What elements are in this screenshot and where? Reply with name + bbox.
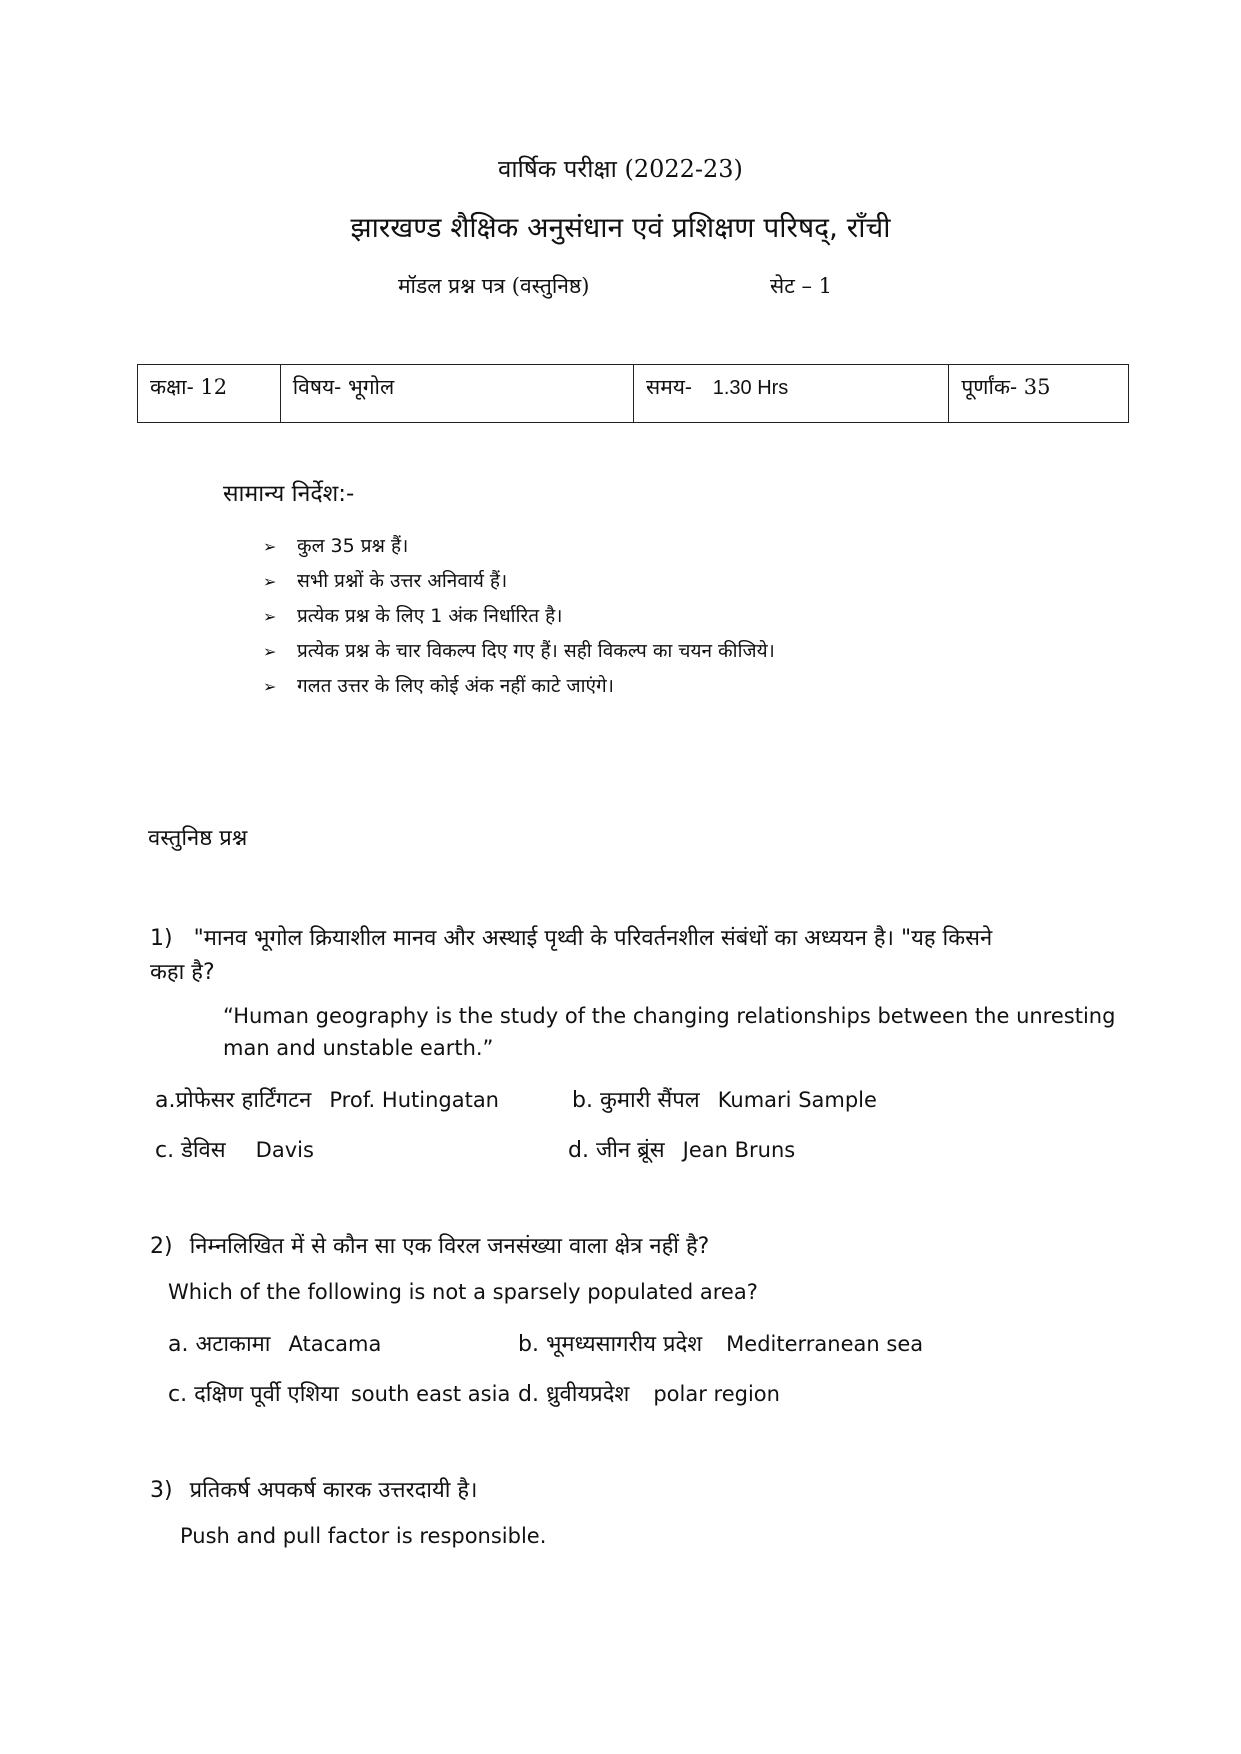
option-c: c. दक्षिण पूर्वी एशिया south east asia [168, 1382, 511, 1407]
option-a: a. अटाकामा Atacama [168, 1332, 382, 1357]
class-cell [138, 365, 281, 422]
question-text-hindi: निम्नलिखित में से कौन सा एक विरल जनसंख्या वाला क्षेत्र नहीं है? [189, 1234, 710, 1259]
instruction-item: ➢ प्रत्येक प्रश्न के लिए 1 अंक निर्धारित है। [263, 605, 563, 627]
objective-heading: वस्तुनिष्ठ प्रश्न [148, 826, 248, 851]
set-number: सेट – 1 [770, 274, 832, 298]
question-number: 1) [150, 926, 173, 951]
question-text-english: Push and pull factor is responsible. [180, 1524, 547, 1548]
question-2 [150, 1230, 709, 1260]
info-table [137, 364, 1129, 423]
option-b: b. भूमध्यसागरीय प्रदेश Mediterranean sea [518, 1332, 924, 1357]
time-cell [634, 365, 949, 422]
question-1 [150, 922, 992, 952]
arrow-bullet-icon: ➢ [263, 677, 277, 696]
question-text-english-cont: man and unstable earth.” [223, 1036, 494, 1060]
instruction-item: ➢ सभी प्रश्नों के उत्तर अनिवार्य हैं। [263, 570, 508, 592]
instruction-item: ➢ गलत उत्तर के लिए कोई अंक नहीं काटे जाएंगे। [263, 675, 614, 697]
instruction-item: ➢ कुल 35 प्रश्न हैं। [263, 535, 409, 557]
time-label: समय- [646, 375, 693, 399]
option-c: c. डेविस Davis [155, 1138, 314, 1163]
board-title: झारखण्ड शैक्षिक अनुसंधान एवं प्रशिक्षण परिषद्, राँची [350, 211, 891, 244]
question-text-english: Which of the following is not a sparsely populated area? [168, 1280, 758, 1304]
arrow-bullet-icon: ➢ [263, 572, 277, 591]
class-label: कक्षा- 12 [150, 375, 228, 399]
option-a: a.प्रोफेसर हार्टिंगटन Prof. Hutingatan [155, 1088, 499, 1113]
option-b: b. कुमारी सैंपल Kumari Sample [572, 1088, 877, 1113]
question-number: 3) [150, 1478, 173, 1503]
option-d: d. जीन ब्रूंस Jean Bruns [568, 1138, 796, 1163]
marks-cell [949, 365, 1128, 422]
question-3 [150, 1474, 477, 1504]
arrow-bullet-icon: ➢ [263, 642, 277, 661]
question-text-hindi: प्रतिकर्ष अपकर्ष कारक उत्तरदायी है। [189, 1478, 478, 1503]
time-value: 1.30 Hrs [712, 377, 789, 399]
question-text-hindi: "मानव भूगोल क्रियाशील मानव और अस्थाई पृथ्वी के परिवर्तनशील संबंधों का अध्ययन है। "यह किसने [193, 926, 993, 951]
instruction-item: ➢ प्रत्येक प्रश्न के चार विकल्प दिए गए हैं। सही विकल्प का चयन कीजिये। [263, 640, 775, 662]
marks-label: पूर्णांक- 35 [961, 375, 1051, 399]
arrow-bullet-icon: ➢ [263, 537, 277, 556]
option-d: d. ध्रुवीयप्रदेश polar region [518, 1382, 780, 1407]
question-number: 2) [150, 1234, 173, 1259]
question-text-hindi-cont: कहा है? [150, 960, 215, 985]
paper-type: मॉडल प्रश्न पत्र (वस्तुनिष्ठ) [398, 274, 590, 298]
subject-cell [281, 365, 634, 422]
arrow-bullet-icon: ➢ [263, 607, 277, 626]
exam-title: वार्षिक परीक्षा (2022-23) [498, 155, 743, 183]
question-text-english: “Human geography is the study of the changing relationships between the unresting [223, 1004, 1116, 1028]
subject-label: विषय- भूगोल [292, 375, 395, 399]
instructions-heading: सामान्य निर्देश:- [223, 481, 355, 507]
